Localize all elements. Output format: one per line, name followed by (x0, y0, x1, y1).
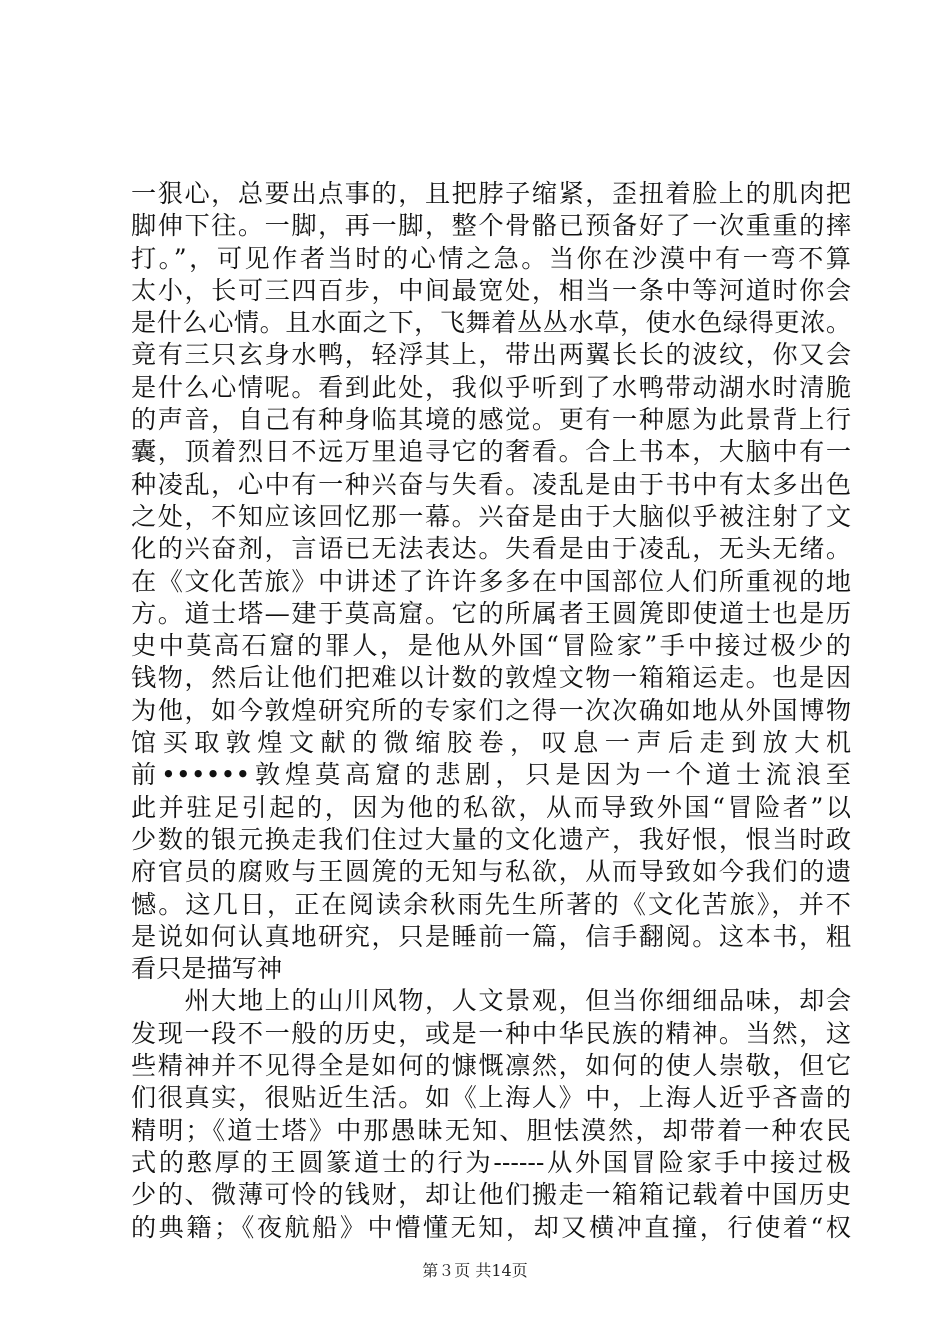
text-line: 史中莫高石窟的罪人，是他从外国“冒险家”手中接过极少的 (131, 631, 851, 661)
text-line: 馆买取敦煌文献的微缩胶卷，叹息一声后走到放大机 (131, 728, 851, 758)
text-line: 发现一段不一般的历史，或是一种中华民族的精神。当然，这 (131, 1018, 851, 1048)
text-line: 的声音，自己有种身临其境的感觉。更有一种愿为此景背上行 (131, 405, 851, 435)
text-line: 种凌乱，心中有一种兴奋与失看。凌乱是由于书中有太多出色 (131, 469, 851, 499)
text-line: 是什么心情呢。看到此处，我似乎听到了水鸭带动湖水时清脆 (131, 372, 851, 402)
page-number-footer: 第３页 共14页 (422, 1261, 528, 1280)
text-line: 精明；《道士塔》中那愚昧无知、胆怯漠然，却带着一种农民 (131, 1115, 851, 1145)
text-line: 府官员的腐败与王圆箎的无知与私欲，从而导致如今我们的遗 (131, 857, 851, 887)
text-line: 钱物，然后让他们把难以计数的敦煌文物一箱箱运走。也是因 (131, 663, 851, 693)
text-line: 之处，不知应该回忆那一幕。兴奋是由于大脑似乎被注射了文 (131, 501, 851, 531)
text-line: 看只是描写神 (131, 954, 283, 984)
text-line: 少数的银元换走我们住过大量的文化遗产，我好恨，恨当时政 (131, 824, 851, 854)
text-line: 些精神并不见得全是如何的慷慨凛然，如何的使人崇敬，但它 (131, 1051, 851, 1081)
text-line: 们很真实，很贴近生活。如《上海人》中，上海人近乎吝啬的 (131, 1083, 851, 1113)
text-line: 式的憨厚的王圆篆道士的行为------从外国冒险家手中接过极 (131, 1147, 851, 1177)
text-line: 脚伸下往。一脚，再一脚，整个骨骼已预备好了一次重重的摔 (131, 211, 851, 241)
text-line: 囊，顶着烈日不远万里追寻它的奢看。合上书本，大脑中有一 (131, 437, 851, 467)
text-line: 一狠心，总要出点事的，且把脖子缩紧，歪扭着脸上的肌肉把 (131, 179, 851, 208)
text-line: 是说如何认真地研究，只是睡前一篇，信手翻阅。这本书，粗 (131, 921, 851, 951)
text-line: 憾。这几日，正在阅读余秋雨先生所著的《文化苦旅》，并不 (131, 889, 851, 919)
text-line: 打。”，可见作者当时的心情之急。当你在沙漠中有一弯不算 (131, 243, 851, 273)
text-line: 为他，如今敦煌研究所的专家们之得一次次确如地从外国博物 (131, 695, 851, 725)
text-line: 方。道士塔—建于莫高窟。它的所属者王圆箎即使道士也是历 (131, 598, 851, 628)
text-line: 州大地上的山川风物，人文景观，但当你细细品味，却会 (131, 986, 851, 1016)
body-text (131, 178, 851, 1244)
text-line: 此并驻足引起的，因为他的私欲，从而导致外国“冒险者”以 (131, 792, 851, 822)
text-line: 前••••••敦煌莫高窟的悲剧，只是因为一个道士流浪至 (131, 760, 851, 790)
text-line: 少的、微薄可怜的钱财，却让他们搬走一箱箱记载着中国历史 (131, 1180, 851, 1210)
text-line: 太小，长可三四百步，中间最宽处，相当一条中等河道时你会 (131, 275, 851, 305)
text-line: 是什么心情。且水面之下，飞舞着丛丛水草，使水色绿得更浓。 (131, 308, 851, 338)
text-line: 化的兴奋剂，言语已无法表达。失看是由于凌乱，无头无绪。 (131, 534, 851, 564)
text-line: 竟有三只玄身水鸭，轻浮其上，带出两翼长长的波纹，你又会 (131, 340, 851, 370)
text-line: 的典籍；《夜航船》中懵懂无知，却又横冲直撞，行使着“权 (131, 1212, 851, 1242)
text-line: 在《文化苦旅》中讲述了许许多多在中国部位人们所重视的地 (131, 566, 851, 596)
